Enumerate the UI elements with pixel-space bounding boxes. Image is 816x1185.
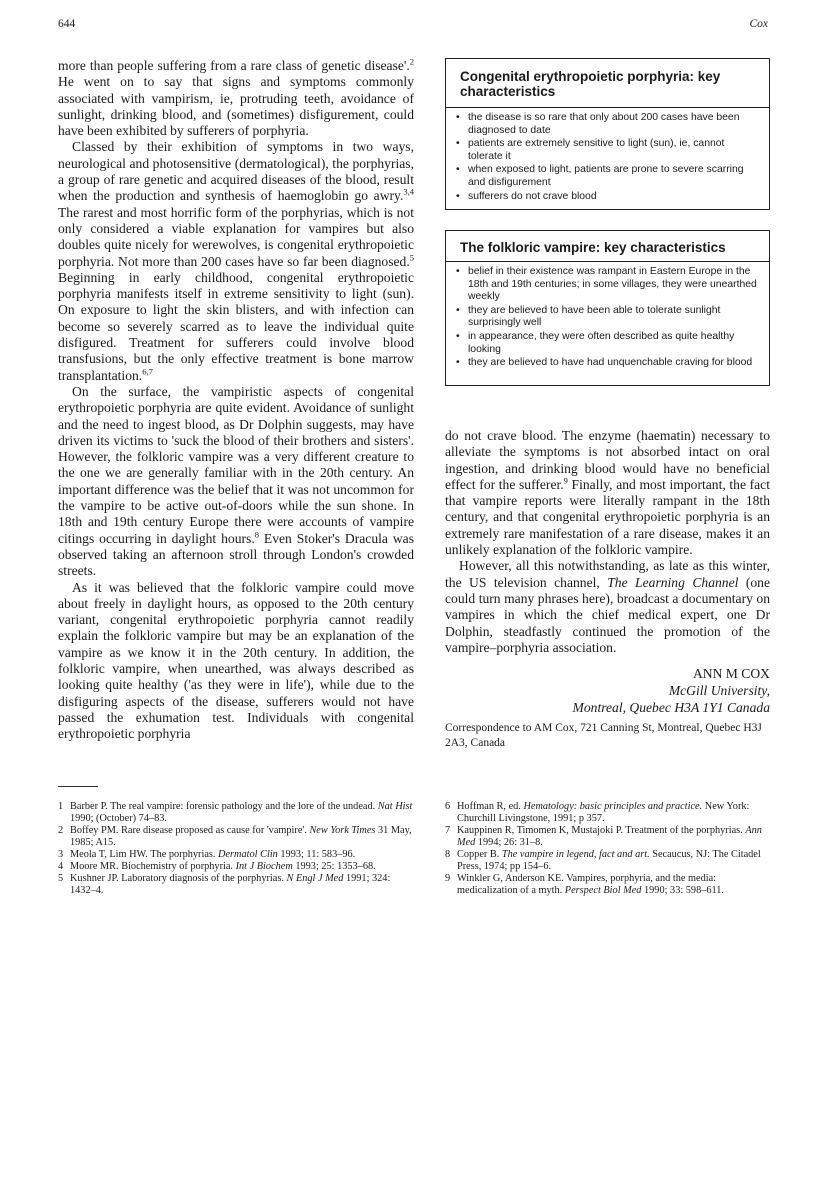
reference-item: 2 Boffey PM. Rare disease proposed as cause for 'vampire'. New York Times 31 May, 1985; A15. [58, 825, 412, 848]
reference-item: 4 Moore MR. Biochemistry of porphyria. Int J Biochem 1993; 25: 1353–68. [58, 861, 376, 872]
reference-item: 8 Copper B. The vampire in legend, fact and art. Secaucus, NJ: The Citadel Press, 1974; pp 154–6. [445, 849, 761, 872]
reference-item: 7 Kauppinen R, Timomen K, Mustajoki P. Treatment of the porphyrias. Ann Med 1994; 26: 31–8. [445, 825, 762, 848]
page-number: 644 [58, 18, 76, 30]
list-item: • belief in their existence was rampant in Eastern Europe in the 18th and 19th centuries; in some villages, they were unearthed weekly [456, 266, 757, 303]
bullet-icon: • [456, 330, 460, 342]
author-name: ANN M COX [692, 666, 770, 681]
citation-sup: 3,4 [403, 186, 414, 197]
paragraph: As it was believed that the folkloric vampire could move about freely in daylight hours, as opposed to the 20th century variant, congenital erythropoietic porphyria cannot readily explain the folkloric vampire but may be an explanation of the vampire as we know it in the 20th century. In addition, the folkloric vampire, when unearthed, was always described as looking quite healthy ('as they were in life'), while due to the disfiguring aspects of the disease, sufferers would not have passed the exhumation test. Individuals with congenital erythropoietic porphyria [58, 579, 414, 742]
list-item: • they are believed to have been able to tolerate sunlight surprisingly well [456, 304, 721, 329]
right-column [445, 428, 770, 656]
bullet-icon: • [456, 190, 460, 202]
citation-sup: 6,7 [142, 366, 153, 377]
key-characteristics-box-vampire [445, 230, 770, 386]
reference-item: 6 Hoffman R, ed. Hematology: basic principles and practice. New York: Churchill Livingstone, 1991; p 357. [445, 801, 750, 824]
list-item: • in appearance, they were often described as quite healthy looking [456, 330, 735, 355]
paragraph: However, all this notwithstanding, as late as this winter, the US television channel, The Learning Channel (one could turn many phrases here), broadcast a documentary on vampires in which the chief medical expert, one Dr Dolphin, steadfastly continued the promotion of the vampire–porphyria association. [445, 558, 770, 655]
citation-sup: 5 [409, 252, 414, 263]
citation-sup: 2 [409, 56, 414, 67]
bullet-icon: • [456, 304, 460, 316]
list-item: • patients are extremely sensitive to light (sun), ie, cannot tolerate it [456, 138, 725, 162]
paragraph: more than people suffering from a rare class of genetic disease'.$^2$ He went on to say that signs and symptoms commonly associated with vampirism, ie, protruding teeth, avoidance of sunlight, drinking blood, and (sometimes) disfigurement, could have been exhibited by sufferers of porphyria. [58, 56, 414, 139]
paragraph: do not crave blood. The enzyme (haematin) necessary to alleviate the symptoms is not absorbed intact on oral ingestion, and drinking blood would have no beneficial effect for the sufferer.$^9$ Finally, and most important, the fact that vampire reports were literally rampant in the 18th century, and that congenital erythropoietic porphyria is an extremely rare manifestation of a rare disease, makes it an unlikely explanation of the folkloric vampire. [445, 428, 770, 558]
references-left [58, 801, 418, 897]
list-item: • sufferers do not crave blood [456, 190, 597, 202]
box-title: The folkloric vampire: key characteristics [460, 240, 726, 255]
author-affiliation: McGill University, [668, 683, 770, 698]
list-item: • they are believed to have had unquenchable craving for blood [456, 357, 753, 369]
reference-item: 9 Winkler G, Anderson KE. Vampires, porphyria, and the media: medicalization of a myth. Perspect Biol Med 1990; 33: 598–611. [445, 873, 725, 896]
box-title: Congenital erythropoietic porphyria: key characteristics [460, 69, 721, 99]
reference-item: 1 Barber P. The real vampire: forensic pathology and the lore of the undead. Nat Hist 1990; (October) 74–83. [58, 801, 413, 824]
running-header [58, 18, 768, 36]
citation-sup: 8 [254, 529, 259, 540]
paragraph: Classed by their exhibition of symptoms in two ways, neurological and photosensitive (dermatological), the porphyrias, a group of rare genetic and acquired diseases of the blood, result when the production and synthesis of haemoglobin go awry.$^{3,4}$ The rarest and most horrific form of the porphyrias, which is not only considered a viable explanation for vampires but also doubles quite nicely for werewolves, is congenital erythropoietic porphyria. Not more than 200 cases have so far been diagnosed.$^5$ Beginning in early childhood, congenital erythropoietic porphyria manifests itself in extreme sensitivity to light (sun). On exposure to light the skin blisters, and with infection can become so severely scarred as to leave the individual quite disfigured. Treatment for sufferers could involve blood transfusions, but the only effective treatment is bone marrow transplantation.$^{6,7}$ [58, 139, 414, 383]
reference-item: 5 Kushner JP. Laboratory diagnosis of the porphyrias. N Engl J Med 1991; 324: 1432–4. [58, 873, 391, 896]
references-right [445, 801, 770, 897]
paragraph: On the surface, the vampiristic aspects of congenital erythropoietic porphyria are quite evident. Avoidance of sunlight and the need to ingest blood, as Dr Dolphin suggests, may have driven its victims to 'suck the blood of their brothers and sisters'. However, the folkloric vampire was a very different creature to the one we are generally familiar with in the 20th century. An important difference was the belief that it was not uncommon for the vampire to be active out-of-doors while the sun shone. In 18th and 19th century Europe there were accounts of vampire citings occurring in daylight hours.$^8$ Even Stoker's Dracula was observed taking an afternoon stroll through London's crowded streets. [58, 383, 414, 579]
left-column [58, 58, 414, 742]
bullet-icon: • [456, 112, 460, 123]
bullet-icon: • [456, 164, 460, 176]
list-item: • when exposed to light, patients are prone to severe scarring and disfigurement [456, 164, 744, 188]
citation-sup: 9 [563, 475, 568, 486]
correspondence-address: Correspondence to AM Cox, 721 Canning St, Montreal, Quebec H3J 2A3, Canada [445, 722, 762, 749]
channel-name: The Learning Channel [607, 574, 739, 590]
running-author: Cox [749, 18, 768, 30]
key-characteristics-box-porphyria [445, 58, 770, 210]
list-item: • the disease is so rare that only about 200 cases have been diagnosed to date [456, 112, 740, 136]
bullet-list [446, 262, 769, 370]
bullet-icon: • [456, 138, 460, 150]
bullet-icon: • [456, 357, 460, 369]
bullet-icon: • [456, 266, 460, 277]
footnote-rule [58, 786, 98, 787]
bullet-list [446, 108, 769, 203]
author-location: Montreal, Quebec H3A 1Y1 Canada [572, 700, 770, 715]
reference-item: 3 Meola T, Lim HW. The porphyrias. Dermatol Clin 1993; 11: 583–96. [58, 849, 356, 860]
